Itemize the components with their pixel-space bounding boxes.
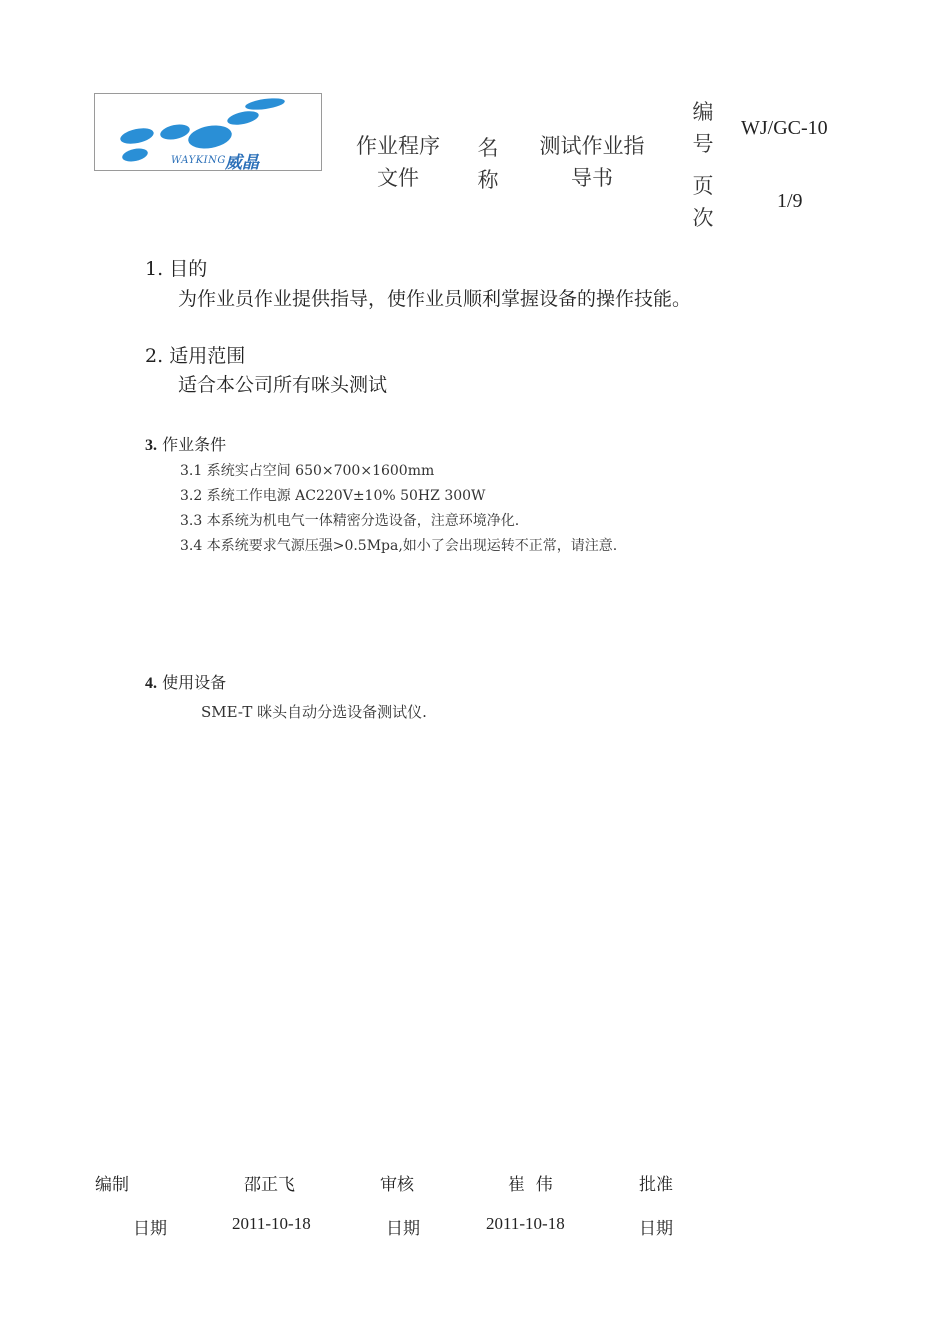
code-value: WJ/GC-10 [741,117,828,139]
date-2: 2011-10-18 [486,1214,565,1233]
condition-item: 3.1 系统实占空间 650×700×1600mm [180,463,435,479]
section-3-heading: 3. 作业条件 [145,435,227,454]
approved-label: 批准 [639,1175,673,1195]
compiled-by: 邵正飞 [244,1175,295,1195]
section-4-heading: 4. 使用设备 [145,673,227,692]
condition-item: 3.4 本系统要求气源压强>0.5Mpa,如小了会出现运转不正常，请注意. [180,538,618,554]
doc-type: 作业程序 文件 [356,134,440,190]
reviewed-label: 审核 [380,1175,414,1195]
name-label: 名 称 [477,136,499,192]
logo-text: WAYKING [171,155,226,166]
compiled-label: 编制 [95,1175,129,1195]
logo-cn-text: 威晶 [225,153,259,173]
company-logo [94,93,322,171]
date-label-3: 日期 [639,1219,673,1239]
condition-item: 3.3 本系统为机电气一体精密分选设备，注意环境净化. [180,513,520,529]
date-label-1: 日期 [133,1219,167,1239]
date-label-2: 日期 [386,1219,420,1239]
code-label: 编 号 [692,100,714,156]
page-label: 页 次 [692,174,714,230]
section-2-heading: 2. 适用范围 [145,345,246,367]
date-1: 2011-10-18 [232,1214,311,1233]
section-4-body: SME-T 咪头自动分选设备测试仪. [201,703,427,721]
condition-item: 3.2 系统工作电源 AC220V±10% 50HZ 300W [180,488,486,504]
section-2-body: 适合本公司所有咪头测试 [178,374,388,396]
section-1-body: 为作业员作业提供指导，使作业员顺利掌握设备的操作技能。 [178,288,692,310]
doc-name: 测试作业指 导书 [539,134,645,190]
reviewed-by: 崔 伟 [508,1175,553,1195]
page-value: 1/9 [777,190,803,212]
section-1-heading: 1. 目的 [145,258,208,280]
